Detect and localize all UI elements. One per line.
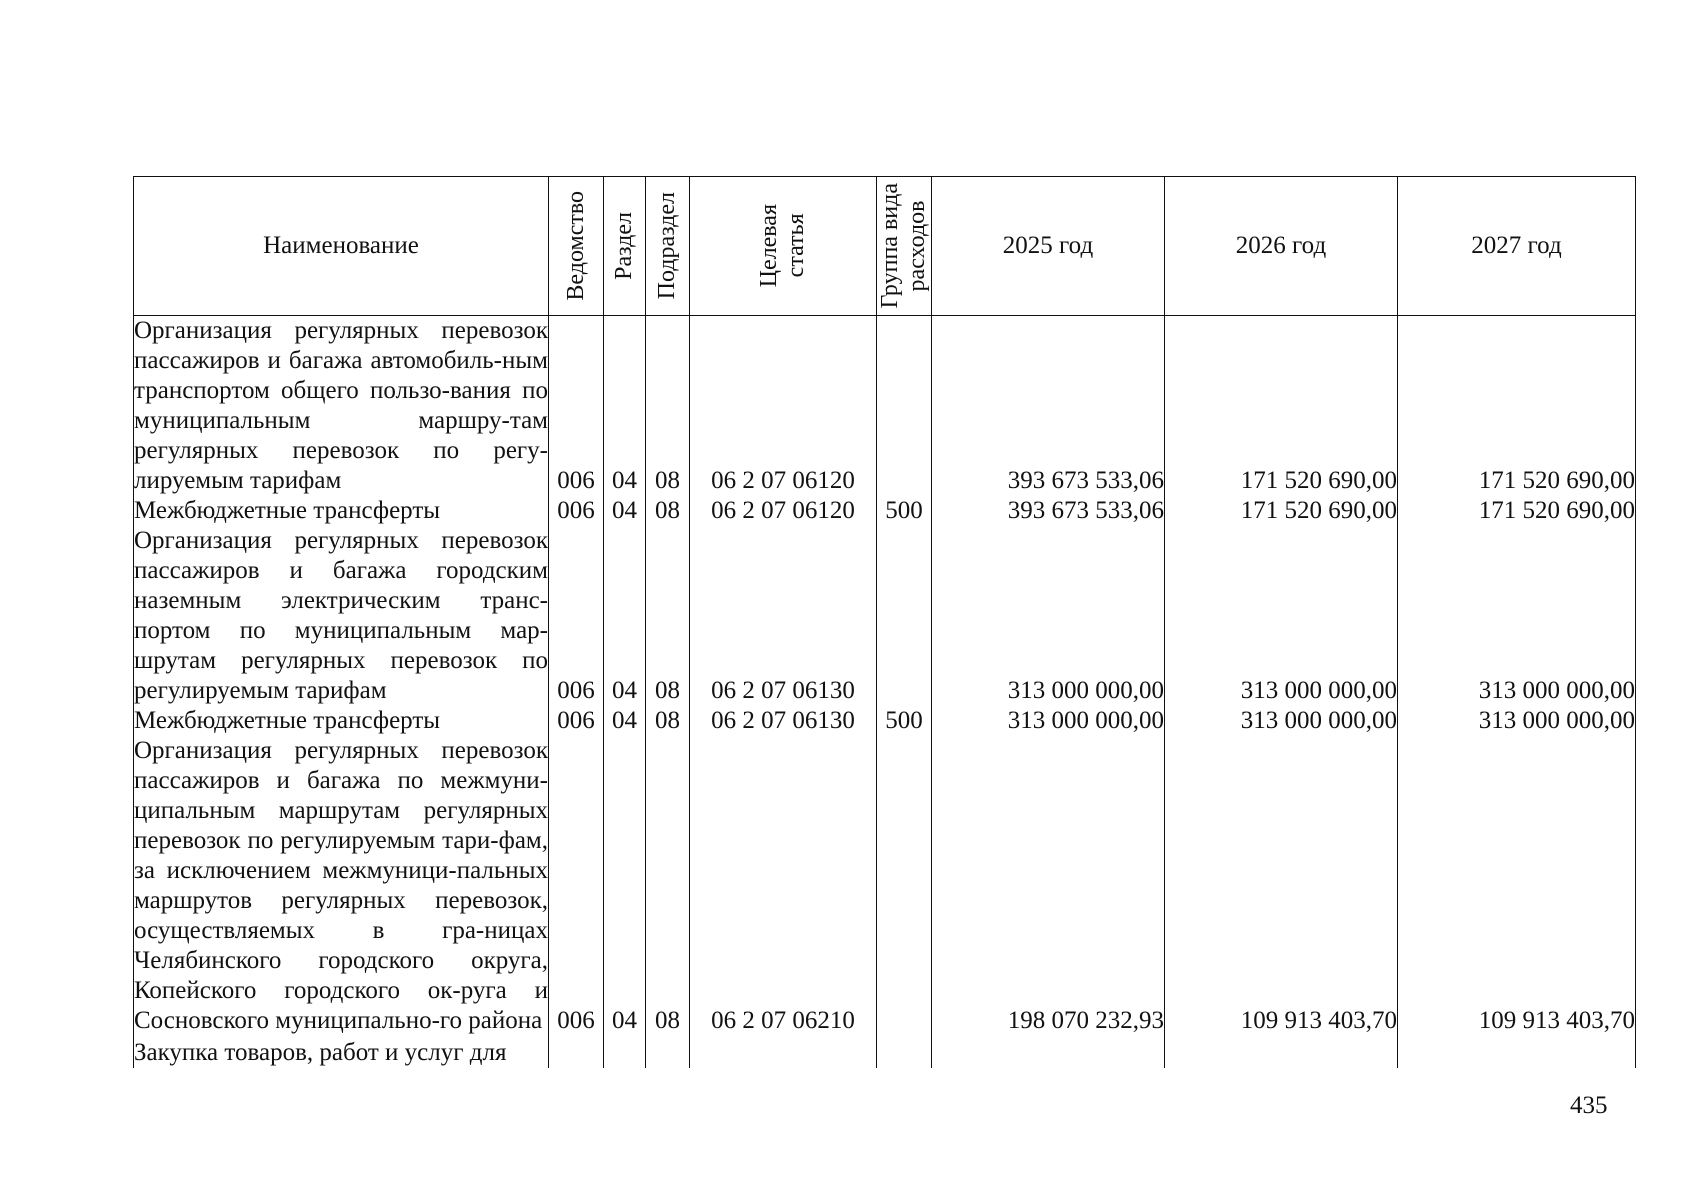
row-2026: 171 520 690,00 (1165, 496, 1398, 526)
row-2026: 171 520 690,00 (1165, 316, 1398, 497)
row-vedomstvo (549, 1036, 604, 1068)
row-2025: 198 070 232,93 (932, 736, 1165, 1036)
row-2027 (1398, 1036, 1636, 1068)
table-header-row (134, 177, 1636, 316)
row-name: Организация регулярных перевозок пассажиров и багажа городским наземным электрическим транс-портом по муниципальным мар-шрутам регулярных перевозок по регулируемым тарифам (134, 527, 548, 704)
header-razdel (604, 177, 646, 316)
row-podrazdel: 08 (646, 736, 690, 1036)
row-razdel: 04 (604, 496, 646, 526)
row-podrazdel: 08 (646, 526, 690, 706)
header-vedomstvo (549, 177, 604, 316)
row-vedomstvo: 006 (549, 736, 604, 1036)
header-2027: 2027 год (1398, 177, 1636, 316)
table-row (134, 526, 1636, 706)
row-target: 06 2 07 06130 (690, 526, 877, 706)
row-2027: 171 520 690,00 (1398, 316, 1636, 497)
header-target (690, 177, 877, 316)
row-target (690, 1036, 877, 1068)
row-group (877, 736, 932, 1036)
row-2027: 313 000 000,00 (1398, 526, 1636, 706)
row-2025: 313 000 000,00 (932, 706, 1165, 736)
header-group-line1: Группа вида (877, 183, 903, 309)
row-group (877, 526, 932, 706)
header-2025: 2025 год (932, 177, 1165, 316)
table-row (134, 736, 1636, 1036)
header-group-label (877, 183, 931, 308)
row-vedomstvo: 006 (549, 526, 604, 706)
row-razdel: 04 (604, 316, 646, 497)
header-name: Наименование (134, 177, 549, 316)
row-vedomstvo: 006 (549, 316, 604, 497)
table-row (134, 1036, 1636, 1068)
row-2027: 313 000 000,00 (1398, 706, 1636, 736)
table-row (134, 496, 1636, 526)
row-vedomstvo: 006 (549, 496, 604, 526)
row-group (877, 316, 932, 497)
table-row (134, 706, 1636, 736)
row-2027: 109 913 403,70 (1398, 736, 1636, 1036)
row-2026: 313 000 000,00 (1165, 706, 1398, 736)
row-razdel: 04 (604, 736, 646, 1036)
row-razdel: 04 (604, 526, 646, 706)
row-target: 06 2 07 06120 (690, 316, 877, 497)
header-target-line1: Целевая (756, 204, 782, 288)
row-podrazdel: 08 (646, 706, 690, 736)
row-2027: 171 520 690,00 (1398, 496, 1636, 526)
header-group-line2: расходов (904, 200, 930, 292)
row-name: Закупка товаров, работ и услуг для (134, 1036, 549, 1068)
row-name: Межбюджетные трансферты (134, 706, 549, 736)
row-name: Организация регулярных перевозок пассажиров и багажа автомобиль-ным транспортом общего пользо-вания по муниципальным маршру-там регулярных перевозок по регу-лируемым тарифам (134, 317, 548, 494)
budget-table (133, 176, 1636, 1068)
row-razdel (604, 1036, 646, 1068)
row-name: Организация регулярных перевозок пассажиров и багажа по межмуни-ципальным маршрутам регулярных перевозок по регулируемым тари-фам, за исключением межмуници-пальных маршрутов регулярных перевозок, осуществляемых в гра-ницах Челябинского городского округа, Копейского городского ок-руга и Сосновского муниципально-го района (134, 737, 548, 1034)
header-podrazdel (646, 177, 690, 316)
row-group: 500 (877, 706, 932, 736)
row-podrazdel (646, 1036, 690, 1068)
row-2026: 109 913 403,70 (1165, 736, 1398, 1036)
row-group (877, 1036, 932, 1068)
header-vedomstvo-label: Ведомство (562, 191, 589, 301)
row-podrazdel: 08 (646, 316, 690, 497)
row-2026 (1165, 1036, 1398, 1068)
table-row (134, 316, 1636, 497)
row-target: 06 2 07 06130 (690, 706, 877, 736)
row-vedomstvo: 006 (549, 706, 604, 736)
header-podrazdel-label: Подраздел (654, 192, 680, 300)
header-2026: 2026 год (1165, 177, 1398, 316)
row-2025: 393 673 533,06 (932, 496, 1165, 526)
row-2026: 313 000 000,00 (1165, 526, 1398, 706)
header-group (877, 177, 932, 316)
row-name: Межбюджетные трансферты (134, 496, 549, 526)
header-razdel-label: Раздел (611, 212, 637, 280)
row-2025 (932, 1036, 1165, 1068)
header-target-label (756, 204, 810, 287)
row-group: 500 (877, 496, 932, 526)
row-podrazdel: 08 (646, 496, 690, 526)
row-razdel: 04 (604, 706, 646, 736)
header-target-line2: статья (783, 214, 809, 278)
page-number: 435 (1570, 1092, 1608, 1119)
row-2025: 393 673 533,06 (932, 316, 1165, 497)
row-2025: 313 000 000,00 (932, 526, 1165, 706)
row-target: 06 2 07 06210 (690, 736, 877, 1036)
row-target: 06 2 07 06120 (690, 496, 877, 526)
